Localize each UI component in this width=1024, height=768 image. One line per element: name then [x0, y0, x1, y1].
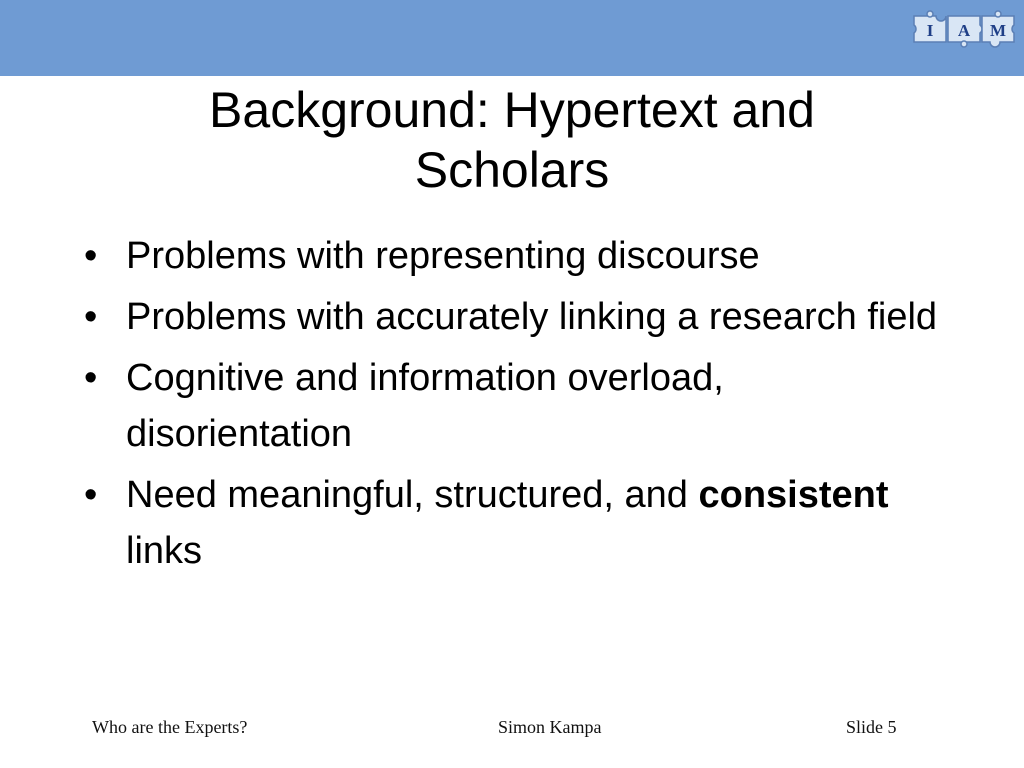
- bullet-item: [84, 228, 944, 284]
- bullet-text: Cognitive and information overload, disorientation: [126, 357, 724, 455]
- bullet-emphasis: consistent: [698, 474, 889, 516]
- slide-title: [80, 80, 944, 200]
- bullet-item: [84, 467, 944, 579]
- bullet-marker: •: [84, 235, 98, 277]
- bullet-list: [84, 228, 944, 584]
- bullet-marker: •: [84, 357, 98, 399]
- footer-author: Simon Kampa: [498, 717, 602, 737]
- bullet-marker: •: [84, 296, 98, 338]
- footer-slide-number: Slide 5: [846, 717, 897, 737]
- logo-letter-i: I: [926, 21, 934, 40]
- bullet-text-before: Need meaningful, structured, and: [126, 474, 688, 516]
- bullet-text: Problems with representing discourse: [126, 235, 760, 277]
- header-bar: [0, 0, 1024, 76]
- bullet-text: Problems with accurately linking a research field: [126, 296, 938, 338]
- bullet-text-after: links: [126, 530, 203, 572]
- iam-logo: [908, 6, 1020, 52]
- footer-presentation-title: Who are the Experts?: [92, 717, 248, 737]
- bullet-marker: •: [84, 474, 98, 516]
- slide-title-line-1: Background: Hypertext and: [209, 82, 815, 138]
- slide-title-line-2: Scholars: [414, 142, 610, 198]
- logo-letter-a: A: [957, 21, 971, 40]
- bullet-item: [84, 289, 944, 345]
- logo-letter-m: M: [989, 21, 1007, 40]
- bullet-item: [84, 350, 944, 462]
